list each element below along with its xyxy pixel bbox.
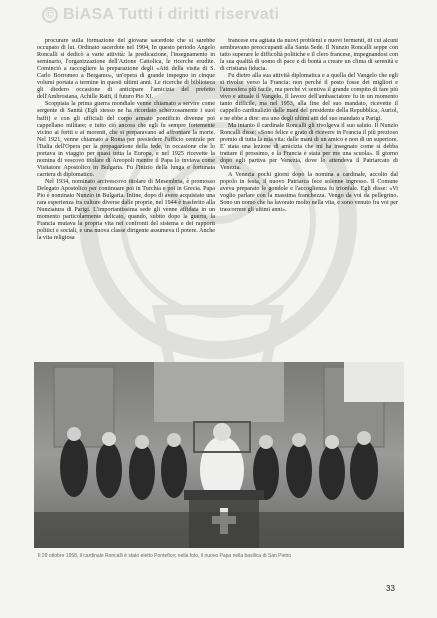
watermark-header <box>42 4 397 26</box>
paragraph: francese era agitata da nuovi problemi e nuovi fermenti, di cui alcuni sembravano preoccupanti alla Santa Sede. Il Nunzio Roncalli seppe con tatto superare le difficoltà politiche e il clero francese, impegnandosi con la sua qualità di uomo di pace e di bontà a creare un clima di serenità e di cristiana fiducia. <box>220 38 398 73</box>
watermark-text: BiASA Tutti i diritti riservati <box>63 6 280 23</box>
paragraph: Ma intanto il cardinale Roncalli gli rivolgeva il suo saluto. Il Nunzio Roncalli disse: «Sono felice e grato di ricevere in Francia il più prezioso premio di tutta la mia vita: dalle mani di un amico e non di un superiore. E' stata una lezione di amicizia che mi ha insegnato come si debba trattare il prossimo, e la Francia è stata per me una scuola». Il giorno dopo egli partiva per Venezia, dove lo attendeva il Patriarcato di Venezia. <box>220 122 398 171</box>
paragraph: procurare sulla formazione del giovane sacerdote che si sarebbe occupato di lui. Ordinato sacerdote nel 1904, In questo periodo Angelo Roncalli si dedicò a varie attività: la predicazione, l'insegnamento in seminario, l'organizzazione dell'Azione Cattolica, le ricerche erudite. Cominciò a raccogliere la preparazione degli «Atti della visita di S. Carlo Borromeo a Bergamo», un'opera di grande impegno in cinque volumi portata a termine in questi ultimi anni. Le ricerche di biblioteca gli diedero occasione di anticipare l'amicizia del prefetto dell'Ambrosiana, Achille Ratti, il futuro Pio XI. <box>37 38 215 101</box>
copyright-icon: © <box>42 7 58 23</box>
paragraph: A Venezia pochi giorni dopo la nomina a cardinale, accolto dal popolo in festa, il nuovo Patriarca fece solenne ingresso. Il Comune aveva preparato le gondole e l'accoglienza fu trionfale. Egli disse: «Vi voglio parlare con la massima franchezza. Vengo da voi da pellegrino. Sono un uomo che ha lavorato molto nella vita, e sono venuto fra voi per trascorrere gli ultimi anni». <box>220 171 398 214</box>
photo-illustration <box>34 362 404 548</box>
photograph <box>34 362 404 548</box>
text-column-left <box>37 38 215 360</box>
photo-caption: Il 29 ottobre 1958, il cardinale Roncalli è stato eletto Pontefice; nella foto, il nuovo Papa nella basilica di San Pietro <box>38 553 292 559</box>
paragraph: Fu dietro alla sua attività diplomatica e a quella del Vangelo che egli si rivolse verso la Francia: non perché il posto fosse dei migliori e l'atmosfera più facile, ma perché vi sentiva il grande compito di fare più vivo e attuale il Vangelo. Il lavoro dell'ambasciatore fu in un momento tanto difficile, ma nel 1953, alla fine del suo mandato, ricevette il cappello cardinalizio dalle mani del presidente della Repubblica, Auriol, e ne ebbe a dire: era uno degli ultimi atti del suo mandato a Parigi. <box>220 73 398 122</box>
page-number: 33 <box>386 584 395 593</box>
paragraph: Scoppiata la prima guerra mondiale venne chiamato a servire come sergente di Sanità (Egli stesso ne ha ricordato scherzosamente i suoi baffi) e con gli ufficiali del corpo armato pontificio divenne poi cappellano militare; e tutto ciò ancora che egli fu sempre fortemente vicino ai feriti e ai morenti, che si preparavano ad affrontare la morte. Nel 1921, venne chiamato a Roma per presiedere l'ufficio centrale per l'Italia dell'Opera per la propagazione della fede, in occasione che lo portava in viaggio per quasi tutta la Europa, e nel 1925 ricevette la nomina di vescovo titolare di Areopoli mentre il Papa lo inviava come Visitatore Apostolico in Bulgaria. Fu l'inizio della lunga e fortunata carriera di diplomatico. <box>37 101 215 178</box>
paragraph: Nel 1934, nominato arcivescovo titolare di Mesembria, è promosso Delegato Apostolico per continuare poi in Turchia e poi in Grecia. Papa Pio è nominato Nunzio in Bulgaria. Infine, dopo di avere acquistato una rara esperienza fra culture diverse dalle proprie, nel 1944 è trasferito alla Nunziatura di Parigi. L'importantissima sede gli venne affidata in un momento particolarmente delicato, quando, subito dopo la guerra, la Francia mutava la propria vita nei confronti del sistema e dei rapporti politici e sociali, e una nuova classe dirigente assumeva il potere. Anche la vita religiosa <box>37 178 215 242</box>
text-column-right <box>220 38 398 360</box>
